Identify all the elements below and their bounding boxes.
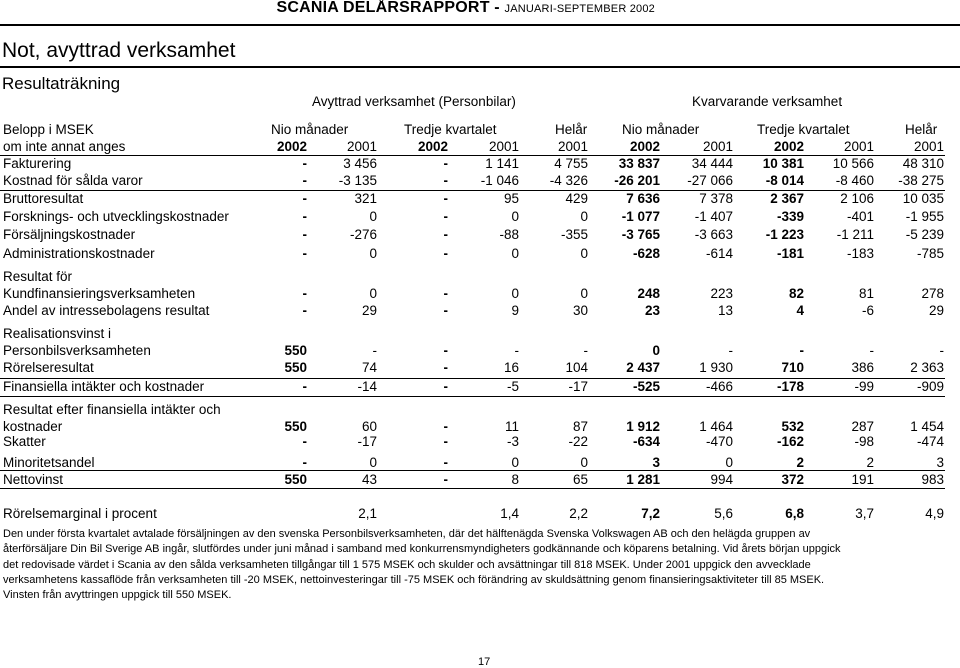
table-cell: 3 (936, 455, 944, 470)
table-cell: 10 381 (762, 156, 804, 171)
table-cell: - (302, 455, 307, 470)
table-row (0, 402, 960, 438)
table-cell: 429 (565, 191, 588, 206)
report-header (0, 0, 960, 22)
row-label: Realisationsvinst i (3, 326, 112, 341)
table-cell: 0 (580, 455, 588, 470)
table-cell: 0 (580, 209, 588, 224)
table-cell: 994 (710, 472, 733, 487)
header-rule (0, 24, 960, 26)
table-cell: 104 (565, 360, 588, 375)
table-cell: 3 (652, 455, 660, 470)
row-label: Fakturering (3, 156, 72, 171)
table-cell: - (443, 419, 448, 434)
table-cell: - (302, 209, 307, 224)
table-cell: 0 (511, 209, 519, 224)
table-cell: -276 (349, 227, 377, 242)
table-cell: 248 (637, 286, 660, 301)
table-cell: 1 454 (910, 419, 944, 434)
table-cell: 74 (361, 360, 377, 375)
table-cell: 10 035 (902, 191, 944, 206)
year-header: 2001 (488, 139, 519, 154)
table-cell: 0 (369, 455, 377, 470)
header-nine-months-divested: Nio månader (271, 122, 349, 137)
year-header: 2001 (346, 139, 377, 154)
table-cell: 983 (921, 472, 944, 487)
table-cell: -401 (846, 209, 874, 224)
table-cell: -88 (499, 227, 519, 242)
table-cell: 4 755 (554, 156, 588, 171)
table-cell: 60 (361, 419, 377, 434)
table-cell: - (799, 343, 804, 358)
year-header: 2001 (913, 139, 944, 154)
table-cell: -3 135 (338, 173, 377, 188)
table-cell: - (443, 343, 448, 358)
table-cell: 7,2 (641, 506, 660, 521)
table-cell: - (443, 455, 448, 470)
table-cell: - (302, 191, 307, 206)
table-cell: -6 (861, 303, 874, 318)
year-header: 2001 (843, 139, 874, 154)
table-cell: 23 (644, 303, 660, 318)
table-cell: 4 (796, 303, 804, 318)
table-row (0, 434, 960, 452)
table-cell: -355 (560, 227, 588, 242)
table-cell: 11 (504, 419, 519, 434)
table-cell: -183 (846, 246, 874, 261)
table-row (0, 326, 960, 362)
row-label: Bruttoresultat (3, 191, 84, 206)
row-label-continued: Kundfinansieringsverksamheten (3, 286, 196, 301)
row-divider (0, 378, 945, 379)
company-name: SCANIA DELÅRSRAPPORT - (276, 0, 500, 16)
table-cell: 8 (511, 472, 519, 487)
table-cell: -1 407 (694, 209, 733, 224)
table-cell: 5,6 (714, 506, 733, 521)
table-cell: - (728, 343, 733, 358)
table-cell: - (443, 303, 448, 318)
table-cell: 2 437 (626, 360, 660, 375)
table-cell: - (443, 156, 448, 171)
table-cell: - (302, 227, 307, 242)
table-cell: -3 765 (621, 227, 660, 242)
table-cell: -5 239 (905, 227, 944, 242)
amount-label: Belopp i MSEK (3, 122, 94, 137)
year-header: 2002 (417, 139, 448, 154)
amount-label-sub: om inte annat anges (3, 139, 126, 154)
row-label: Rörelsemarginal i procent (3, 506, 157, 521)
table-cell: -17 (357, 434, 377, 449)
table-cell: - (443, 173, 448, 188)
table-cell: -339 (776, 209, 804, 224)
table-cell: -178 (776, 379, 804, 394)
table-cell: 7 378 (699, 191, 733, 206)
table-cell: 1 464 (699, 419, 733, 434)
table-cell: -3 (506, 434, 519, 449)
table-cell: - (302, 286, 307, 301)
table-cell: 0 (369, 209, 377, 224)
header-q3-divested: Tredje kvartalet (404, 122, 497, 137)
table-cell: -98 (854, 434, 874, 449)
table-cell: -909 (916, 379, 944, 394)
table-cell: -1 211 (836, 227, 874, 242)
table-cell: - (302, 379, 307, 394)
table-cell: - (583, 343, 588, 358)
table-cell: 3 456 (343, 156, 377, 171)
table-cell: 82 (788, 286, 804, 301)
row-label: Resultat för (3, 269, 73, 284)
table-cell: -17 (568, 379, 588, 394)
table-cell: -22 (568, 434, 588, 449)
table-cell: - (869, 343, 874, 358)
table-cell: - (302, 434, 307, 449)
table-cell: -181 (776, 246, 804, 261)
table-cell: 1 141 (485, 156, 519, 171)
table-cell: 0 (369, 246, 377, 261)
footnote-line: Den under första kvartalet avtalade försäljningen av den svenska Personbilsverksamheten, där det hälftenägda Svenska Volkswagen AB och den helägda gruppen av (3, 528, 811, 540)
table-cell: 81 (858, 286, 874, 301)
row-label-continued: Personbilsverksamheten (3, 343, 151, 358)
footnote (3, 527, 903, 603)
table-cell: 87 (572, 419, 588, 434)
table-cell: -1 955 (905, 209, 944, 224)
table-cell: -1 077 (621, 209, 660, 224)
table-cell: 550 (284, 343, 307, 358)
header-q3-continuing: Tredje kvartalet (757, 122, 850, 137)
footnote-line: det redovisade värdet i Scania av den sålda verksamheten tillgångar till 1 575 MSEK och skulder och avsättningar till 818 MSEK. Under 2001 uppgick den avvecklade (3, 558, 811, 571)
table-row (0, 506, 960, 524)
table-row (0, 227, 960, 245)
table-cell: -4 326 (549, 173, 588, 188)
table-cell: -26 201 (614, 173, 660, 188)
table-cell: -8 014 (765, 173, 804, 188)
table-cell: 278 (921, 286, 944, 301)
table-cell: - (302, 156, 307, 171)
row-label: Administrationskostnader (3, 246, 155, 261)
row-label: Resultat efter finansiella intäkter och (3, 402, 221, 417)
table-cell: 10 566 (832, 156, 874, 171)
table-cell: 7 636 (626, 191, 660, 206)
row-label: Kostnad för sålda varor (3, 173, 143, 188)
table-cell: -634 (632, 434, 660, 449)
table-cell: -1 223 (765, 227, 804, 242)
row-label-continued: kostnader (3, 419, 63, 434)
table-cell: 223 (710, 286, 733, 301)
table-cell: 1 930 (699, 360, 733, 375)
table-cell: -5 (506, 379, 519, 394)
table-row (0, 173, 960, 191)
table-cell: 1 281 (626, 472, 660, 487)
table-cell: -785 (916, 246, 944, 261)
table-cell: - (443, 360, 448, 375)
table-cell: 48 310 (902, 156, 944, 171)
table-cell: 1 912 (626, 419, 660, 434)
table-row (0, 360, 960, 378)
table-cell: - (443, 286, 448, 301)
year-header: 2001 (557, 139, 588, 154)
table-cell: - (302, 246, 307, 261)
row-label: Försäljningskostnader (3, 227, 136, 242)
table-row (0, 303, 960, 321)
footnote-line: återförsäljare Din Bil Sverige AB ingår, slutfördes under juni månad i samband med konkurrensmyndigheters godkännande och köparens betalning. Vid årets början uppgick (3, 543, 841, 556)
table-cell: - (443, 191, 448, 206)
table-cell: - (443, 472, 448, 487)
section-rule (0, 66, 960, 68)
table-cell: 0 (511, 455, 519, 470)
row-label: Skatter (3, 434, 46, 449)
statement-title: Resultaträkning (2, 74, 121, 93)
row-divider (0, 470, 945, 471)
table-cell: -38 275 (898, 173, 944, 188)
report-title (276, 0, 655, 17)
table-cell: 2 (866, 455, 874, 470)
table-cell: 30 (572, 303, 588, 318)
row-divider (0, 488, 945, 489)
table-cell: 550 (284, 360, 307, 375)
table-cell: 2 367 (770, 191, 804, 206)
table-cell: -27 066 (687, 173, 733, 188)
table-cell: 372 (781, 472, 804, 487)
row-label: Andel av intressebolagens resultat (3, 303, 210, 318)
table-cell: 34 444 (691, 156, 733, 171)
table-cell: 2 (796, 455, 804, 470)
footnote-line: verksamhetens kassaflöde från verksamheten till -20 MSEK, nettoinvesteringar till -75 MSEK och förändring av skuldsättning genom finansieringsaktiviteter till 85 MSEK. (3, 573, 825, 586)
table-cell: 29 (928, 303, 944, 318)
table-cell: 0 (652, 343, 660, 358)
table-cell: 0 (511, 286, 519, 301)
footnote-line: Vinsten från avyttringen uppgick till 550 MSEK. (3, 589, 232, 602)
table-cell: -8 460 (835, 173, 874, 188)
table-cell: -162 (776, 434, 804, 449)
table-row (0, 209, 960, 227)
table-cell: 65 (572, 472, 588, 487)
year-header: 2002 (773, 139, 804, 154)
table-row (0, 156, 960, 174)
row-label: Forsknings- och utvecklingskostnader (3, 209, 229, 224)
table-cell: -14 (357, 379, 377, 394)
year-header: 2002 (276, 139, 307, 154)
table-cell: 532 (781, 419, 804, 434)
row-label: Minoritetsandel (3, 455, 95, 470)
table-cell: - (443, 379, 448, 394)
table-row (0, 379, 960, 397)
table-row (0, 246, 960, 264)
table-cell: 0 (725, 455, 733, 470)
table-cell: 6,8 (785, 506, 804, 521)
report-period: JANUARI-SEPTEMBER 2002 (504, 3, 655, 15)
table-cell: 4,9 (925, 506, 944, 521)
table-cell: - (443, 209, 448, 224)
table-cell: 386 (851, 360, 874, 375)
table-cell: - (939, 343, 944, 358)
table-cell: - (514, 343, 519, 358)
table-cell: 287 (851, 419, 874, 434)
table-row (0, 191, 960, 209)
table-cell: 2,2 (569, 506, 588, 521)
table-cell: 321 (354, 191, 377, 206)
table-cell: -525 (632, 379, 660, 394)
table-cell: -614 (705, 246, 733, 261)
table-cell: -628 (632, 246, 660, 261)
header-full-year-divested: Helår (555, 122, 588, 137)
year-header: 2001 (702, 139, 733, 154)
row-label: Rörelseresultat (3, 360, 94, 375)
table-cell: 0 (369, 286, 377, 301)
table-cell: 3,7 (855, 506, 874, 521)
table-cell: - (443, 434, 448, 449)
table-cell: 0 (511, 246, 519, 261)
table-cell: 29 (361, 303, 377, 318)
table-cell: 1,4 (500, 506, 519, 521)
table-cell: 13 (717, 303, 733, 318)
table-cell: -1 046 (480, 173, 519, 188)
table-cell: 9 (511, 303, 519, 318)
header-nine-months-continuing: Nio månader (622, 122, 700, 137)
table-cell: 2 363 (910, 360, 944, 375)
table-cell: -470 (705, 434, 733, 449)
table-cell: - (302, 303, 307, 318)
table-cell: 191 (851, 472, 874, 487)
table-cell: -3 663 (694, 227, 733, 242)
table-cell: 710 (781, 360, 804, 375)
group-continuing: Kvarvarande verksamhet (692, 94, 843, 109)
section-title: Not, avyttrad verksamhet (2, 39, 236, 62)
table-cell: 33 837 (618, 156, 660, 171)
row-label: Finansiella intäkter och kostnader (3, 379, 205, 394)
group-divested: Avyttrad verksamhet (Personbilar) (312, 94, 516, 109)
table-cell: 0 (580, 286, 588, 301)
table-cell: 2,1 (358, 506, 377, 521)
row-label: Nettovinst (3, 472, 64, 487)
table-cell: 0 (580, 246, 588, 261)
table-cell: - (443, 227, 448, 242)
table-cell: 16 (503, 360, 519, 375)
table-row (0, 269, 960, 305)
table-cell: 2 106 (840, 191, 874, 206)
table-cell: -99 (854, 379, 874, 394)
table-cell: 550 (284, 419, 307, 434)
table-cell: 43 (361, 472, 377, 487)
row-divider (0, 396, 945, 397)
table-cell: - (302, 173, 307, 188)
header-full-year-continuing: Helår (905, 122, 938, 137)
table-cell: -466 (705, 379, 733, 394)
table-cell: -474 (916, 434, 944, 449)
table-cell: - (443, 246, 448, 261)
table-cell: 550 (284, 472, 307, 487)
year-header: 2002 (629, 139, 660, 154)
row-divider (0, 190, 945, 191)
table-cell: - (372, 343, 377, 358)
table-cell: 95 (503, 191, 519, 206)
page-number: 17 (478, 656, 491, 668)
